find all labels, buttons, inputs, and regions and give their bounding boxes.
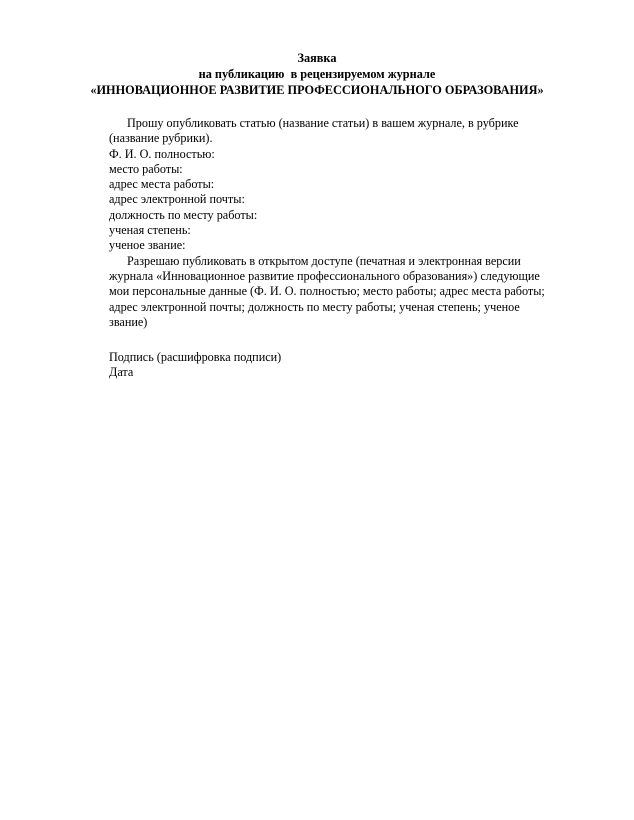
document-header xyxy=(0,50,634,98)
field-work-address: адрес места работы: xyxy=(109,177,215,192)
document-title: Заявка xyxy=(297,51,337,65)
document-body xyxy=(109,116,561,330)
consent-paragraph: Разрешаю публиковать в открытом доступе (печатная и электронная версии журнала «Инновационное развитие профессионального образования») следующие мои персональные данные (Ф. И. О. полностью; место работы; адрес места работы; адрес электронной почты; должность по месту работы; ученая степень; ученое звание) xyxy=(109,253,545,329)
field-workplace: место работы: xyxy=(109,161,183,176)
document-footer xyxy=(109,350,561,381)
request-paragraph: Прошу опубликовать статью (название статьи) в вашем журнале, в рубрике (название рубрики). xyxy=(109,116,519,146)
document-subtitle: на публикацию в рецензируемом журнале xyxy=(198,67,436,81)
field-academic-title: ученое звание: xyxy=(109,238,186,253)
field-position: должность по месту работы: xyxy=(109,207,258,222)
date-line: Дата xyxy=(109,365,134,380)
field-email: адрес электронной почты: xyxy=(109,192,245,207)
signature-line: Подпись (расшифровка подписи) xyxy=(109,350,282,364)
field-full-name: Ф. И. О. полностью: xyxy=(109,146,215,161)
field-academic-degree: ученая степень: xyxy=(109,223,191,238)
journal-name: «ИННОВАЦИОННОЕ РАЗВИТИЕ ПРОФЕССИОНАЛЬНОГО ОБРАЗОВАНИЯ» xyxy=(90,83,544,97)
